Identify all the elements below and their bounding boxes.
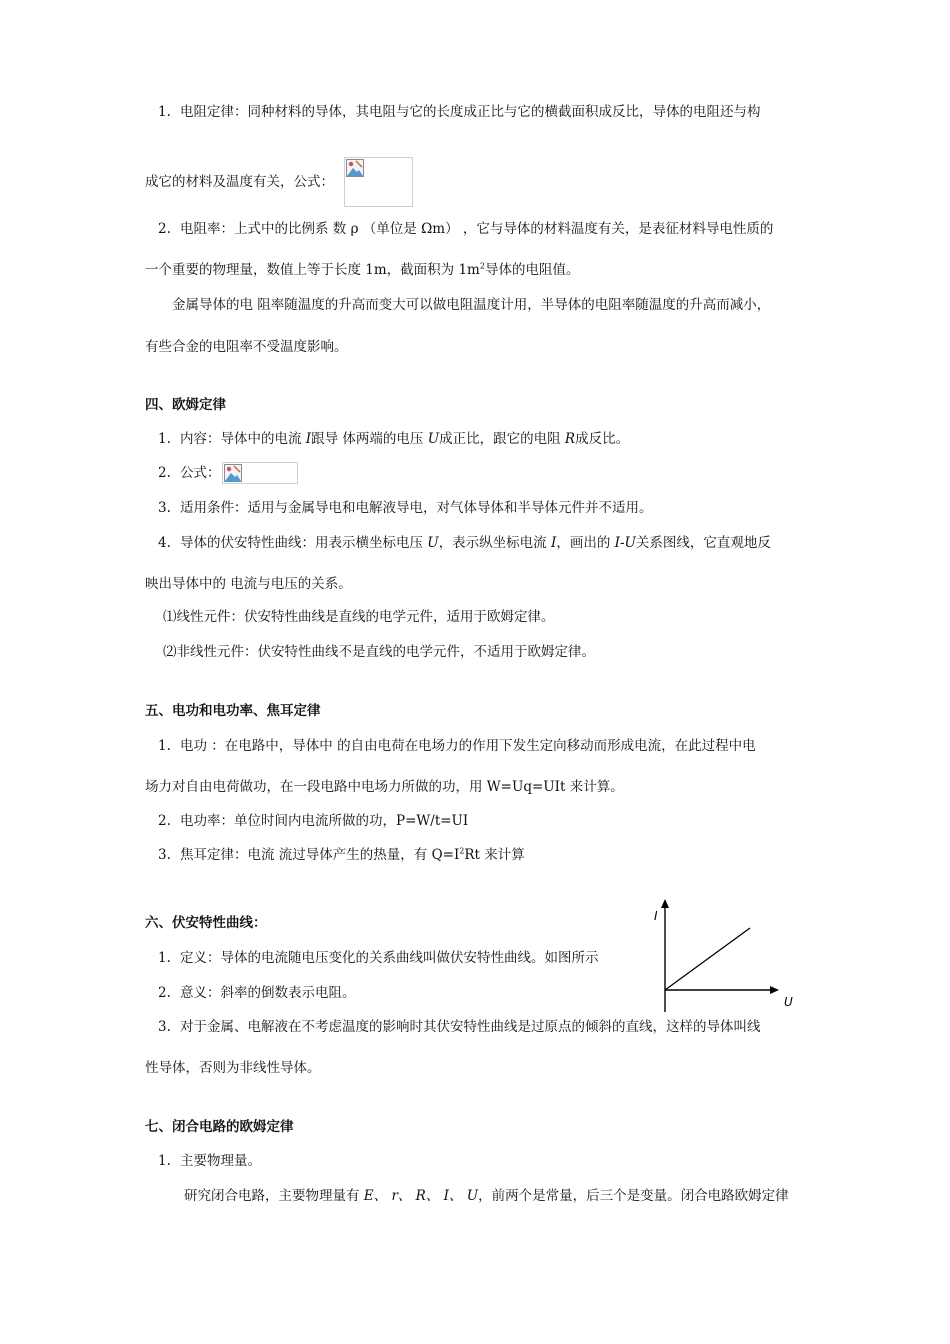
formula-image-placeholder [344, 157, 413, 207]
item-text: 主要物理量。 [180, 1153, 261, 1169]
item-number: 3. [158, 847, 171, 863]
item-text: 对于金属、电解液在不考虑温度的影响时其伏安特性曲线是过原点的倾斜的直线，这样的导体叫线 [180, 1019, 761, 1035]
linear-conductor-item [158, 1017, 761, 1037]
item-text: 定义：导体的电流随电压变化的关系曲线叫做伏安特性曲线。如图所示 [180, 950, 599, 966]
iv-curve-graph [648, 896, 798, 1014]
item-text: Rt 来计算 [464, 847, 525, 863]
item-text: 公式： [180, 465, 221, 481]
item-text: 成正比，跟它的电阻 [439, 431, 565, 447]
item-text: 一个重要的物理量，数值上等于长度 1m，截面积为 1m [145, 262, 480, 278]
iv-meaning-item [158, 983, 356, 1003]
item-number: 1. [158, 738, 171, 754]
item-number: 1. [158, 1153, 171, 1169]
superscript: 2 [479, 261, 485, 271]
item-text: 电功 ：在电路中，导体中 的自由电荷在电场力的作用下发生定向移动而形成电流，在此过程中电 [180, 738, 756, 754]
item-text: 电功率：单位时间内电流所做的功，P=W/t=UI [180, 813, 469, 829]
item-text: 场力对自由电荷做功，在一段电路中电场力所做的功，用 W=Uq=UIt 来计算。 [145, 779, 624, 795]
item-text: 映出导体中的 电流与电压的关系。 [145, 576, 352, 592]
linear-element-subitem: ⑴线性元件：伏安特性曲线是直线的电学元件，适用于欧姆定律。 [163, 609, 555, 625]
item-text: 焦耳定律：电流 流过导体产生的热量，有 Q=I [180, 847, 460, 863]
symbol-U: U [427, 431, 440, 447]
iv-curve-continuation [145, 574, 352, 594]
item-number: 1. [158, 431, 171, 447]
item-text: 成它的材料及温度有关，公式： [145, 174, 334, 190]
item-number: 3. [158, 1019, 171, 1035]
symbol-I-U: I-U [614, 535, 636, 551]
item-text: ，表示纵坐标电流 [438, 535, 551, 551]
item-number: 3. [158, 500, 171, 516]
electric-work-item [158, 736, 756, 756]
x-axis [665, 986, 779, 994]
broken-image-icon [224, 464, 242, 482]
y-axis [661, 899, 669, 1012]
item-text: 内容：导体中的电流 [180, 431, 306, 447]
linear-conductor-continuation [145, 1058, 321, 1078]
item-number: 2. [158, 221, 171, 237]
symbol-I: I [550, 535, 557, 551]
variable-list: E、 r、 R、 I、 U [363, 1188, 479, 1204]
ohm-formula-item [158, 463, 221, 483]
item-text: 跟导 体两端的电压 [311, 431, 428, 447]
item-number: 1. [158, 104, 171, 120]
item-text: 关系图线，它直观地反 [635, 535, 771, 551]
iv-line [665, 928, 750, 990]
item-text: 导体的电阻值。 [484, 262, 580, 278]
item-text: 意义：斜率的倒数表示电阻。 [180, 985, 356, 1001]
section-heading-ohms-law: 四、欧姆定律 [145, 397, 226, 413]
item-number: 2. [158, 465, 171, 481]
paragraph-text: 有些合金的电阻率不受温度影响。 [145, 339, 348, 355]
item-number: 4. [158, 535, 171, 551]
item-text: 导体的伏安特性曲线：用表示横坐标电压 [180, 535, 428, 551]
resistivity-paragraph-continuation [145, 337, 348, 357]
resistivity-paragraph [172, 295, 770, 315]
symbol-U: U [427, 535, 439, 551]
resistance-law-continuation [145, 172, 334, 192]
section-heading-iv-curve: 六、伏安特性曲线： [145, 915, 267, 931]
paragraph-text: ，前两个是常量，后三个是变量。闭合电路欧姆定律 [478, 1188, 789, 1204]
symbol-I: I [305, 431, 312, 447]
joule-law-item [158, 845, 525, 865]
item-text: 电阻率：上式中的比例系 数 ρ （单位是 Ωm） ，它与导体的材料温度有关，是表征材料导电性质的 [180, 221, 774, 237]
iv-definition-item [158, 948, 599, 968]
ohm-content-item [158, 429, 629, 449]
item-text: 性导体，否则为非线性导体。 [145, 1060, 321, 1076]
iv-curve-item [158, 533, 771, 553]
ohm-conditions-item [158, 498, 653, 518]
formula-image-placeholder [222, 462, 298, 484]
section-heading-electric-work: 五、电功和电功率、焦耳定律 [145, 703, 321, 719]
item-text: 电阻定律：同种材料的导体，其电阻与它的长度成正比与它的横截面积成反比，导体的电阻还与构 [180, 104, 761, 120]
closed-circuit-paragraph [184, 1186, 789, 1206]
y-axis-label: I [654, 909, 658, 923]
item-text: 成反比。 [575, 431, 630, 447]
item-number: 1. [158, 950, 171, 966]
paragraph-text: 金属导体的电 阻率随温度的升高而变大可以做电阻温度计用，半导体的电阻率随温度的升高而减小， [172, 297, 771, 313]
x-axis-label: U [784, 995, 793, 1009]
main-quantities-item [158, 1151, 261, 1171]
electric-power-item [158, 811, 468, 831]
electric-work-continuation [145, 777, 624, 797]
section-heading-closed-circuit: 七、闭合电路的欧姆定律 [145, 1119, 294, 1135]
nonlinear-element-subitem: ⑵非线性元件：伏安特性曲线不是直线的电学元件，不适用于欧姆定律。 [163, 644, 595, 660]
resistance-law-item [158, 102, 761, 122]
item-text: 适用条件：适用与金属导电和电解液导电，对气体导体和半导体元件并不适用。 [180, 500, 653, 516]
superscript: 2 [459, 846, 465, 856]
resistivity-continuation [145, 260, 579, 280]
paragraph-text: 研究闭合电路，主要物理量有 [184, 1188, 364, 1204]
item-number: 2. [158, 813, 171, 829]
item-text: ，画出的 [556, 535, 615, 551]
resistivity-item [158, 219, 773, 239]
item-number: 2. [158, 985, 171, 1001]
symbol-R: R [564, 431, 576, 447]
broken-image-icon [346, 159, 364, 177]
